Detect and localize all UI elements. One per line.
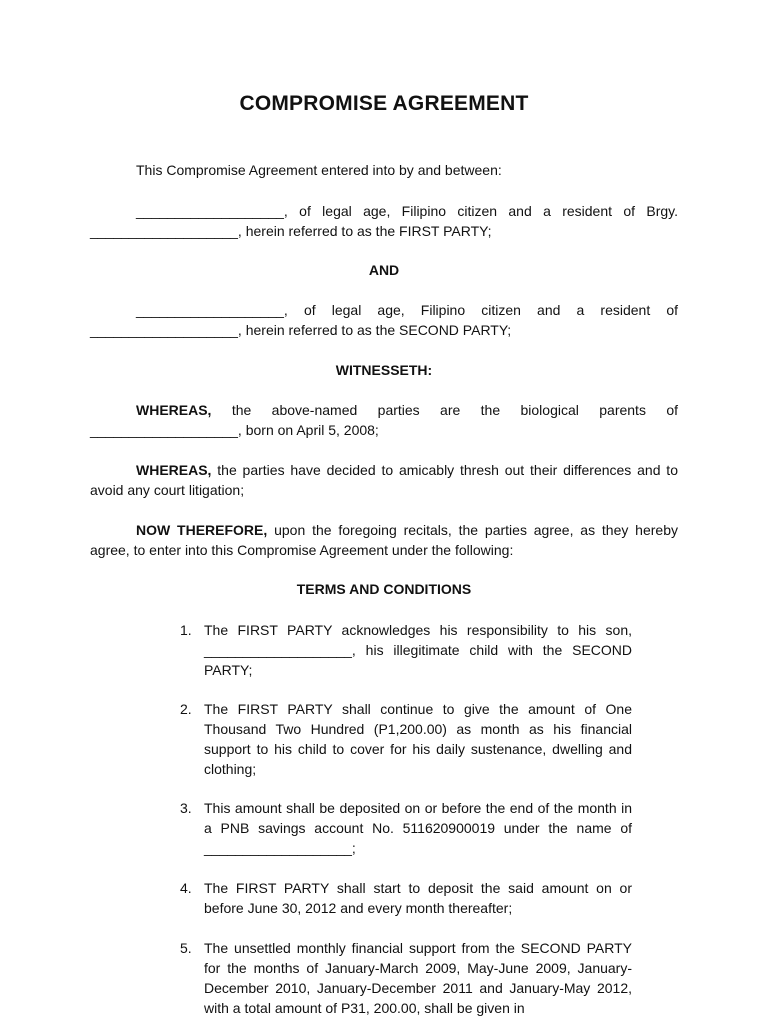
- and-heading: AND: [368, 262, 400, 278]
- witnesseth-heading: WITNESSETH:: [335, 362, 433, 378]
- term-number-4: 4.: [180, 880, 192, 896]
- term-text-3: This amount shall be deposited on or before the end of the month in a PNB savings account No. 511620900019 under the name of ___________________;: [204, 800, 632, 856]
- term-number-2: 2.: [180, 701, 192, 717]
- second-party-paragraph: ___________________, of legal age, Filipino citizen and a resident of ___________________, herein referred to as the SECOND PARTY;: [90, 302, 678, 338]
- terms-heading: TERMS AND CONDITIONS: [296, 581, 472, 597]
- now-therefore-lead: NOW THEREFORE,: [136, 522, 268, 538]
- intro-paragraph: This Compromise Agreement entered into by and between:: [136, 162, 502, 178]
- now-therefore-paragraph: [90, 520, 678, 560]
- now-therefore-text: upon the foregoing recitals, the parties agree, as they hereby agree, to enter into this Compromise Agreement under the following:: [90, 522, 678, 558]
- whereas-text-1: the above-named parties are the biological parents of ___________________, born on April 5, 2008;: [90, 402, 678, 438]
- term-text-1: The FIRST PARTY acknowledges his responsibility to his son, ___________________, his illegitimate child with the SECOND PARTY;: [204, 622, 632, 678]
- first-party-paragraph: ___________________, of legal age, Filipino citizen and a resident of Brgy. ___________________, herein referred to as the FIRST PARTY;: [90, 203, 678, 239]
- whereas-paragraph-1: [90, 400, 678, 440]
- term-text-5: The unsettled monthly financial support from the SECOND PARTY for the months of January-March 2009, May-June 2009, January-December 2010, January-December 2011 and January-May 2012, with a total amount of P31, 200.00, shall be given in: [204, 940, 632, 1016]
- whereas-lead-1: WHEREAS,: [136, 402, 212, 418]
- term-number-5: 5.: [180, 940, 192, 956]
- term-text-2: The FIRST PARTY shall continue to give the amount of One Thousand Two Hundred (P1,200.00) as month as his financial support to his child to cover for his daily sustenance, dwelling and clothing;: [204, 701, 632, 777]
- whereas-lead-2: WHEREAS,: [136, 462, 212, 478]
- term-number-1: 1.: [180, 622, 192, 638]
- document-title: COMPROMISE AGREEMENT: [239, 92, 529, 115]
- whereas-text-2: the parties have decided to amicably thresh out their differences and to avoid any court litigation;: [90, 462, 678, 498]
- whereas-paragraph-2: [90, 460, 678, 500]
- term-text-4: The FIRST PARTY shall start to deposit the said amount on or before June 30, 2012 and every month thereafter;: [204, 880, 632, 916]
- term-number-3: 3.: [180, 800, 192, 816]
